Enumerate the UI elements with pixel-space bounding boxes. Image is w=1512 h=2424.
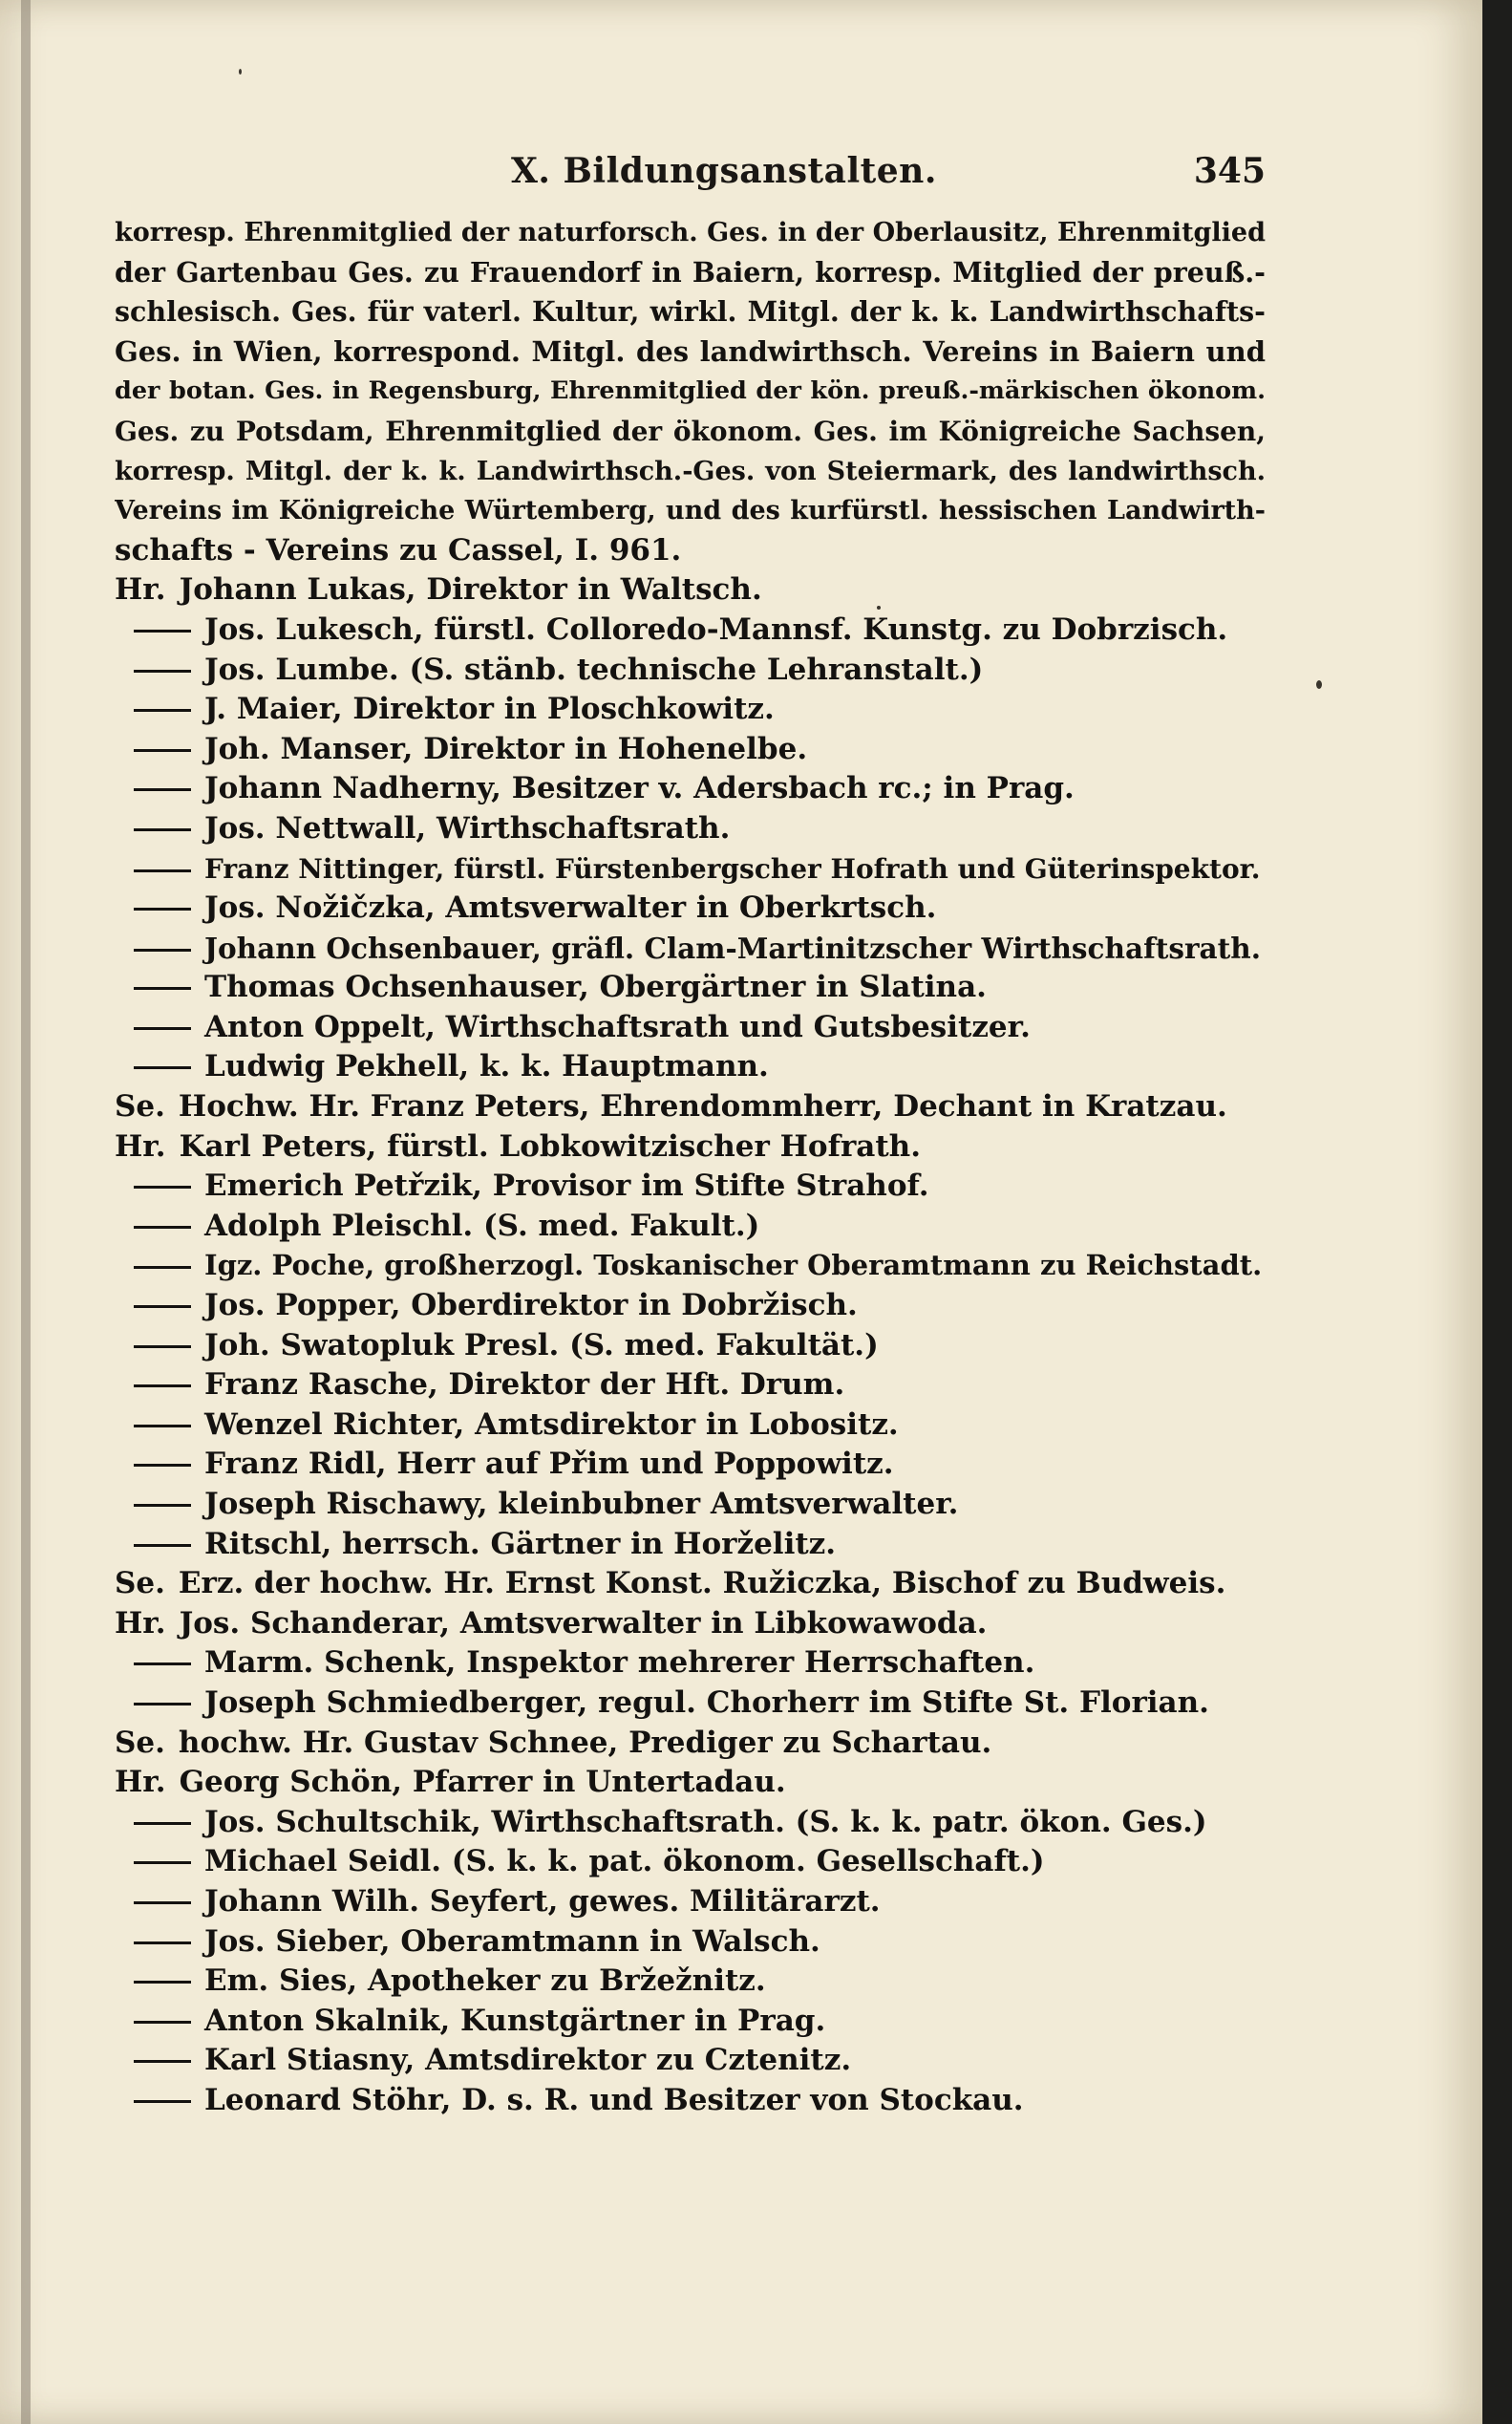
page-number: 345	[1193, 151, 1266, 191]
entry-text: Johann Lukas, Direktor in Waltsch.	[179, 572, 762, 608]
ditto-dash	[134, 1207, 191, 1247]
list-entry	[115, 690, 1266, 730]
entry-text: Jos. Schanderar, Amtsverwalter in Libkowawoda.	[179, 1605, 988, 1641]
entry-text: J. Maier, Direktor in Ploschkowitz.	[204, 692, 775, 727]
entry-prefix: Se.	[115, 1566, 165, 1601]
ditto-dash	[134, 849, 191, 890]
ditto-dash	[134, 651, 191, 691]
list-entry	[115, 1087, 1266, 1127]
entry-text: Leonard Stöhr, D. s. R. und Besitzer von Stockau.	[204, 2082, 1024, 2117]
list-entry	[115, 1803, 1266, 1843]
paragraph-line: schlesisch. Ges. für vaterl. Kultur, wirkl. Mitgl. der k. k. Landwirthschafts-	[115, 295, 1266, 329]
entry-prefix: Se.	[115, 1725, 165, 1760]
entry-text: Wenzel Richter, Amtsdirektor in Lobositz.	[204, 1406, 899, 1442]
ditto-dash	[134, 1047, 191, 1087]
entry-text: Thomas Ochsenhauser, Obergärtner in Slatina.	[204, 970, 987, 1005]
entry-text: Johann Wilh. Seyfert, gewes. Militärarzt.	[204, 1883, 881, 1919]
paragraph-line: korresp. Mitgl. der k. k. Landwirthsch.-Ges. von Steiermark, des landwirthsch.	[115, 456, 1266, 486]
list-entry	[115, 611, 1266, 651]
list-entry	[115, 1604, 1266, 1644]
ink-speck	[877, 606, 881, 610]
list-entry	[115, 1008, 1266, 1048]
list-entry	[115, 1207, 1266, 1247]
entry-text: hochw. Hr. Gustav Schnee, Prediger zu Schartau.	[178, 1725, 992, 1760]
entry-text: Michael Seidl. (S. k. k. pat. ökonom. Gesellschaft.)	[204, 1844, 1045, 1879]
continued-paragraph	[115, 213, 1266, 570]
ditto-dash	[134, 1684, 191, 1724]
ditto-dash	[134, 1365, 191, 1405]
ditto-dash	[134, 809, 191, 849]
entry-text: Jos. Sieber, Oberamtmann in Walsch.	[204, 1923, 820, 1959]
entry-text: Joseph Rischawy, kleinbubner Amtsverwalter.	[204, 1487, 959, 1521]
ditto-dash	[134, 2081, 191, 2121]
paragraph-line: der botan. Ges. in Regensburg, Ehrenmitglied der kön. preuß.-märkischen ökonom.	[115, 376, 1266, 406]
ditto-dash	[134, 1008, 191, 1048]
ditto-dash	[134, 1286, 191, 1326]
ditto-dash	[134, 1485, 191, 1525]
entry-text: Jos. Nettwall, Wirthschaftsrath.	[204, 810, 731, 846]
list-entry	[115, 1286, 1266, 1326]
list-entry	[115, 2041, 1266, 2081]
entry-prefix: Hr.	[115, 1605, 166, 1641]
entry-text: Karl Peters, fürstl. Lobkowitzischer Hofrath.	[179, 1128, 922, 1164]
ditto-dash	[134, 2002, 191, 2042]
list-entry	[115, 1763, 1266, 1803]
list-entry	[115, 1724, 1266, 1764]
list-entry	[115, 1684, 1266, 1724]
paragraph-line: schafts - Vereins zu Cassel, I. 961.	[115, 532, 682, 568]
page-body	[115, 213, 1266, 2121]
entry-text: Franz Rasche, Direktor der Hft. Drum.	[204, 1367, 845, 1403]
paragraph-line: der Gartenbau Ges. zu Frauendorf in Baiern, korresp. Mitglied der preuß.-	[115, 255, 1266, 289]
entry-text: Hochw. Hr. Franz Peters, Ehrendommherr, Dechant in Kratzau.	[178, 1089, 1227, 1125]
ditto-dash	[134, 769, 191, 809]
entry-prefix: Se.	[115, 1089, 165, 1125]
list-entry	[115, 1246, 1266, 1286]
page-gutter-shadow	[21, 0, 31, 2424]
entry-text: Ludwig Pekhell, k. k. Hauptmann.	[204, 1049, 769, 1084]
paragraph-line: Ges. in Wien, korrespond. Mitgl. des landwirthsch. Vereins in Baiern und	[115, 334, 1266, 368]
entry-text: Anton Skalnik, Kunstgärtner in Prag.	[204, 2003, 826, 2038]
list-entry	[115, 1405, 1266, 1446]
entry-text: Joseph Schmiedberger, regul. Chorherr im Stifte St. Florian.	[204, 1684, 1209, 1720]
list-entry	[115, 1326, 1266, 1366]
list-entry	[115, 809, 1266, 849]
ditto-dash	[134, 1246, 191, 1286]
entry-prefix: Hr.	[115, 572, 166, 608]
entry-text: Adolph Pleischl. (S. med. Fakult.)	[204, 1208, 760, 1243]
ditto-dash	[134, 1405, 191, 1446]
entry-text: Karl Stiasny, Amtsdirektor zu Cztenitz.	[204, 2043, 852, 2078]
list-entry	[115, 1643, 1266, 1684]
list-entry	[115, 1167, 1266, 1207]
list-entry	[115, 730, 1266, 770]
list-entry	[115, 1525, 1266, 1565]
entry-text: Franz Nittinger, fürstl. Fürstenbergscher Hofrath und Güterinspektor.	[204, 852, 1261, 885]
ditto-dash	[134, 2041, 191, 2081]
ditto-dash	[134, 1525, 191, 1565]
entry-text: Erz. der hochw. Hr. Ernst Konst. Ružiczka, Bischof zu Budweis.	[178, 1566, 1226, 1601]
ditto-dash	[134, 1962, 191, 2002]
entry-prefix: Hr.	[115, 1765, 166, 1800]
list-entry	[115, 651, 1266, 691]
list-entry	[115, 1485, 1266, 1525]
ditto-dash	[134, 1842, 191, 1882]
entry-text: Franz Ridl, Herr auf Přim und Poppowitz.	[204, 1447, 894, 1482]
entry-text: Em. Sies, Apotheker zu Bržežnitz.	[204, 1963, 766, 1999]
entry-text: Jos. Popper, Oberdirektor in Dobržisch.	[204, 1288, 858, 1323]
ditto-dash	[134, 1803, 191, 1843]
entry-text: Joh. Swatopluk Presl. (S. med. Fakultät.)	[204, 1327, 879, 1362]
list-entry	[115, 1962, 1266, 2002]
list-entry	[115, 929, 1266, 969]
ditto-dash	[134, 1167, 191, 1207]
entry-text: Ritschl, herrsch. Gärtner in Horželitz.	[204, 1526, 837, 1561]
list-entry	[115, 1882, 1266, 1922]
ditto-dash	[134, 889, 191, 929]
ditto-dash	[134, 1882, 191, 1922]
list-entry	[115, 1127, 1266, 1168]
list-entry	[115, 2081, 1266, 2121]
entry-text: Johann Ochsenbauer, gräfl. Clam-Martinitzscher Wirthschaftsrath.	[204, 931, 1261, 965]
ink-speck	[239, 69, 242, 75]
entry-text: Marm. Schenk, Inspektor mehrerer Herrschaften.	[204, 1645, 1035, 1681]
member-list	[115, 570, 1266, 2120]
paragraph-line: Vereins im Königreiche Würtemberg, und des kurfürstl. hessischen Landwirth-	[115, 496, 1266, 526]
entry-text: Jos. Lukesch, fürstl. Colloredo-Mannsf. Kunstg. zu Dobrzisch.	[204, 611, 1228, 647]
ditto-dash	[134, 1445, 191, 1485]
list-entry	[115, 2002, 1266, 2042]
entry-text: Igz. Poche, großherzogl. Toskanischer Oberamtmann zu Reichstadt.	[204, 1249, 1263, 1282]
list-entry	[115, 570, 1266, 611]
paragraph-line: Ges. zu Potsdam, Ehrenmitglied der ökonom. Ges. im Königreiche Sachsen,	[115, 415, 1266, 447]
running-header	[115, 151, 1266, 199]
ditto-dash	[134, 730, 191, 770]
ditto-dash	[134, 611, 191, 651]
list-entry	[115, 1564, 1266, 1604]
ditto-dash	[134, 968, 191, 1008]
section-title: X. Bildungsanstalten.	[511, 151, 937, 191]
list-entry	[115, 968, 1266, 1008]
ditto-dash	[134, 1922, 191, 1963]
ditto-dash	[134, 929, 191, 969]
list-entry	[115, 849, 1266, 890]
entry-text: Jos. Schultschik, Wirthschaftsrath. (S. k. k. patr. ökon. Ges.)	[204, 1804, 1207, 1839]
paragraph-line: korresp. Ehrenmitglied der naturforsch. Ges. in der Oberlausitz, Ehrenmitglied	[115, 218, 1266, 247]
entry-prefix: Hr.	[115, 1128, 166, 1164]
entry-text: Georg Schön, Pfarrer in Untertadau.	[179, 1765, 786, 1800]
entry-text: Emerich Petřzik, Provisor im Stifte Strahof.	[204, 1169, 929, 1204]
list-entry	[115, 1842, 1266, 1882]
list-entry	[115, 1445, 1266, 1485]
entry-text: Jos. Nožičzka, Amtsverwalter in Oberkrtsch.	[204, 890, 937, 926]
entry-text: Johann Nadherny, Besitzer v. Adersbach rc.; in Prag.	[204, 771, 1075, 806]
entry-text: Jos. Lumbe. (S. stänb. technische Lehranstalt.)	[204, 652, 984, 687]
list-entry	[115, 889, 1266, 929]
ditto-dash	[134, 690, 191, 730]
entry-text: Joh. Manser, Direktor in Hohenelbe.	[204, 731, 808, 766]
ink-speck	[1316, 680, 1322, 689]
list-entry	[115, 769, 1266, 809]
list-entry	[115, 1047, 1266, 1087]
list-entry	[115, 1922, 1266, 1963]
ditto-dash	[134, 1326, 191, 1366]
list-entry	[115, 1365, 1266, 1405]
ditto-dash	[134, 1643, 191, 1684]
entry-text: Anton Oppelt, Wirthschaftsrath und Gutsbesitzer.	[204, 1009, 1031, 1044]
